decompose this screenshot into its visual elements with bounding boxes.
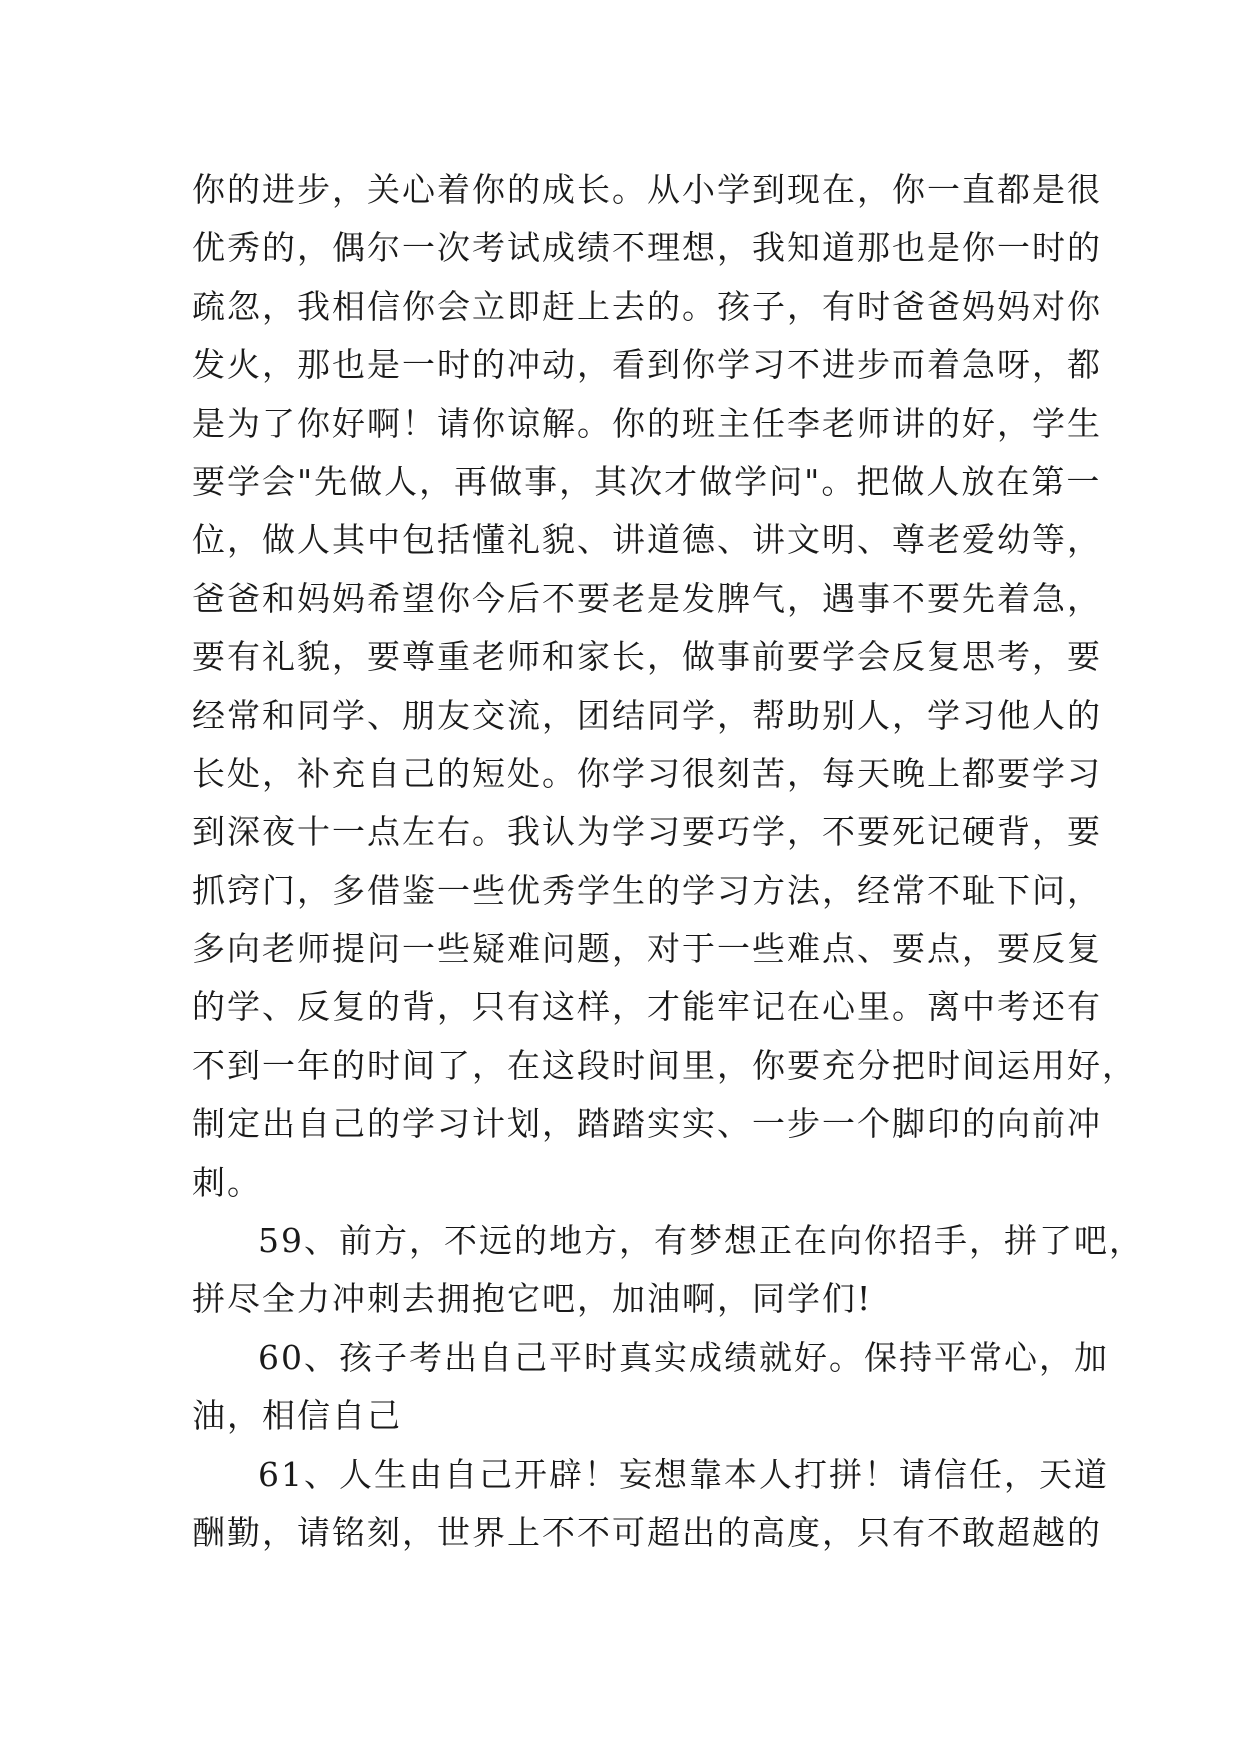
text-line: 经常和同学、朋友交流，团结同学，帮助别人，学习他人的 (192, 695, 1102, 735)
text-line: 60、孩子考出自己平时真实成绩就好。保持平常心，加 (258, 1337, 1109, 1377)
text-line: 要有礼貌，要尊重老师和家长，做事前要学会反复思考，要 (192, 637, 1102, 677)
text-line: 是为了你好啊！请你谅解。你的班主任李老师讲的好，学生 (192, 403, 1102, 443)
text-line: 发火，那也是一时的冲动，看到你学习不进步而着急呀，都 (192, 345, 1102, 385)
text-line: 拼尽全力冲刺去拥抱它吧，加油啊，同学们! (192, 1279, 873, 1319)
body-text (192, 161, 1144, 1562)
text-line: 制定出自己的学习计划，踏踏实实、一步一个脚印的向前冲 (192, 1104, 1102, 1144)
text-line: 到深夜十一点左右。我认为学习要巧学，不要死记硬背，要 (192, 812, 1102, 852)
text-line: 你的进步，关心着你的成长。从小学到现在，你一直都是很 (192, 170, 1102, 209)
text-line: 刺。 (192, 1162, 262, 1202)
text-line: 爸爸和妈妈希望你今后不要老是发脾气，遇事不要先着急， (192, 578, 1102, 618)
text-line: 61、人生由自己开辟！妄想靠本人打拼！请信任，天道 (258, 1454, 1109, 1494)
text-line: 位，做人其中包括懂礼貌、讲道德、讲文明、尊老爱幼等， (192, 520, 1102, 560)
text-line: 要学会"先做人，再做事，其次才做学问"。把做人放在第一 (192, 461, 1102, 501)
text-line: 疏忽，我相信你会立即赶上去的。孩子，有时爸爸妈妈对你 (192, 286, 1102, 326)
text-line: 油，相信自己 (192, 1396, 402, 1436)
text-line: 优秀的，偶尔一次考试成绩不理想，我知道那也是你一时的 (192, 228, 1102, 268)
text-line: 的学、反复的背，只有这样，才能牢记在心里。离中考还有 (192, 987, 1102, 1027)
text-line: 不到一年的时间了，在这段时间里，你要充分把时间运用好， (192, 1045, 1137, 1085)
text-line: 酬勤，请铭刻，世界上不不可超出的高度，只有不敢超越的 (192, 1512, 1102, 1552)
text-line: 抓窍门，多借鉴一些优秀学生的学习方法，经常不耻下问， (192, 870, 1102, 910)
text-line: 多向老师提问一些疑难问题，对于一些难点、要点，要反复 (192, 929, 1102, 969)
text-line: 59、前方，不远的地方，有梦想正在向你招手，拼了吧， (258, 1221, 1144, 1261)
text-line: 长处，补充自己的短处。你学习很刻苦，每天晚上都要学习 (192, 753, 1102, 793)
